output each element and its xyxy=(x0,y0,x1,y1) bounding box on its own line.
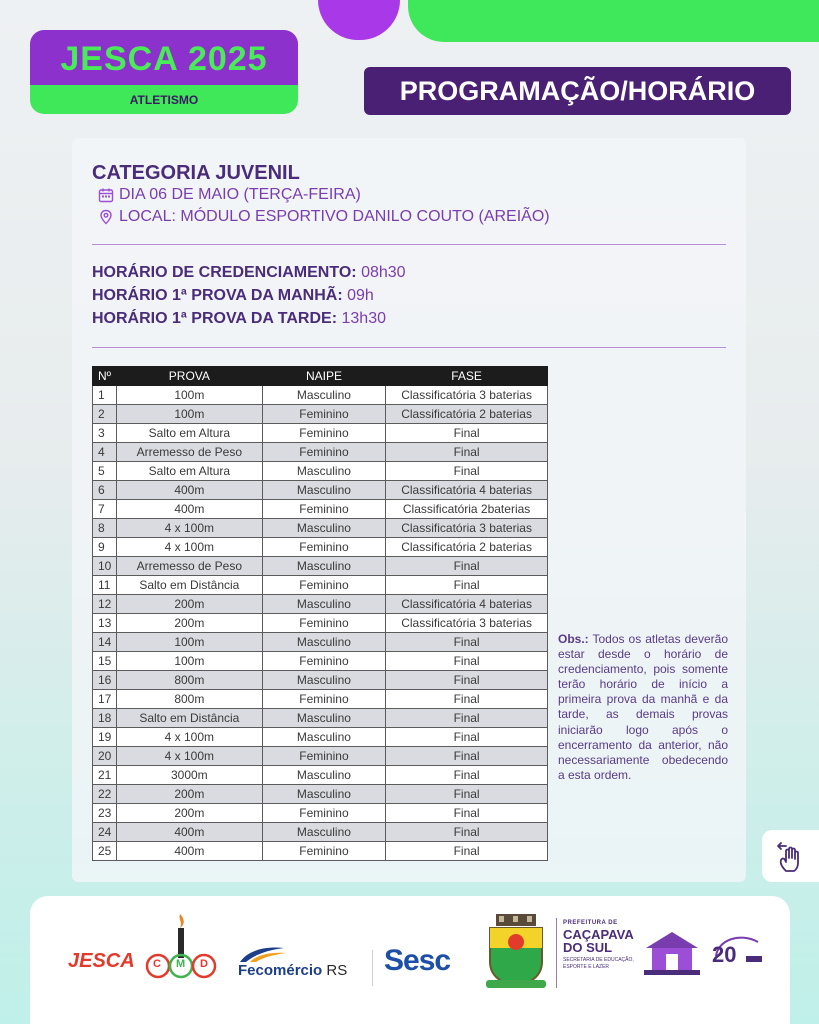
header-prova: PROVA xyxy=(116,367,262,386)
table-row xyxy=(93,500,548,519)
cmd-letter: M xyxy=(176,958,186,970)
table-row xyxy=(93,576,548,595)
cell-naipe: Feminino xyxy=(262,842,385,861)
observation-note xyxy=(558,632,728,783)
cell-number: 1 xyxy=(93,386,117,405)
cell-number: 24 xyxy=(93,823,117,842)
cell-number: 22 xyxy=(93,785,117,804)
cell-prova: 800m xyxy=(116,690,262,709)
cell-fase: Classificatória 2 baterias xyxy=(386,405,548,424)
cell-prova: 400m xyxy=(116,842,262,861)
cell-fase: Classificatória 4 baterias xyxy=(386,481,548,500)
schedule-label: HORÁRIO DE CREDENCIAMENTO: xyxy=(92,264,357,281)
cell-fase: Final xyxy=(386,785,548,804)
cell-naipe: Feminino xyxy=(262,690,385,709)
table-row xyxy=(93,405,548,424)
table-row xyxy=(93,766,548,785)
cell-number: 10 xyxy=(93,557,117,576)
cell-number: 7 xyxy=(93,500,117,519)
cell-number: 23 xyxy=(93,804,117,823)
cell-prova: 200m xyxy=(116,804,262,823)
cell-prova: 3000m xyxy=(116,766,262,785)
sesc-logo: Sesc xyxy=(384,944,451,977)
table-row xyxy=(93,443,548,462)
decor-purple-shape xyxy=(318,0,400,40)
category-title: CATEGORIA JUVENIL xyxy=(92,162,300,184)
cell-naipe: Masculino xyxy=(262,766,385,785)
schedule-credenciamento xyxy=(92,264,406,282)
cell-prova: 100m xyxy=(116,405,262,424)
cell-naipe: Masculino xyxy=(262,557,385,576)
cell-fase: Classificatória 4 baterias xyxy=(386,595,548,614)
cell-prova: 4 x 100m xyxy=(116,728,262,747)
cell-number: 2 xyxy=(93,405,117,424)
cell-prova: 400m xyxy=(116,500,262,519)
cell-naipe: Masculino xyxy=(262,728,385,747)
cell-number: 14 xyxy=(93,633,117,652)
cell-prova: Salto em Distância xyxy=(116,576,262,595)
brand-subtitle: ATLETISMO xyxy=(30,85,298,114)
cell-fase: Classificatória 3 baterias xyxy=(386,386,548,405)
cell-naipe: Masculino xyxy=(262,386,385,405)
cell-fase: Final xyxy=(386,842,548,861)
cell-naipe: Masculino xyxy=(262,519,385,538)
cell-fase: Final xyxy=(386,690,548,709)
table-row xyxy=(93,785,548,804)
event-location-text: LOCAL: MÓDULO ESPORTIVO DANILO COUTO (AREIÃO) xyxy=(119,208,550,225)
cell-prova: 200m xyxy=(116,785,262,804)
cell-fase: Final xyxy=(386,652,548,671)
header-naipe: NAIPE xyxy=(262,367,385,386)
cmd-logo xyxy=(144,912,219,982)
brand-title: JESCA 2025 xyxy=(30,30,298,85)
table-row xyxy=(93,633,548,652)
cell-fase: Final xyxy=(386,557,548,576)
prefeitura-line3: SECRETARIA DE EDUCAÇÃO, ESPORTE E LAZER xyxy=(563,957,634,970)
cell-number: 12 xyxy=(93,595,117,614)
cell-fase: Final xyxy=(386,462,548,481)
cell-number: 17 xyxy=(93,690,117,709)
schedule-label: HORÁRIO 1ª PROVA DA MANHÃ: xyxy=(92,287,343,304)
cell-prova: Salto em Altura xyxy=(116,424,262,443)
table-row xyxy=(93,481,548,500)
cell-fase: Final xyxy=(386,671,548,690)
table-row xyxy=(93,728,548,747)
table-row xyxy=(93,386,548,405)
cell-fase: Final xyxy=(386,804,548,823)
cell-naipe: Feminino xyxy=(262,405,385,424)
cell-naipe: Feminino xyxy=(262,443,385,462)
events-table-body xyxy=(93,386,548,861)
cell-naipe: Masculino xyxy=(262,671,385,690)
cell-fase: Final xyxy=(386,823,548,842)
table-row xyxy=(93,595,548,614)
observation-text: Todos os atletas deverão estar desde o horário de credenciamento, pois somente terão horário de início a primeira prova da manhã e da tarde, as demais provas iniciarão logo após o encerramento da anterior, não necessariamente obedecendo a esta ordem. xyxy=(558,632,728,782)
schedule-tarde xyxy=(92,310,386,328)
table-row xyxy=(93,557,548,576)
cell-prova: 400m xyxy=(116,823,262,842)
cell-number: 16 xyxy=(93,671,117,690)
cell-number: 3 xyxy=(93,424,117,443)
event-date xyxy=(98,186,361,204)
cell-naipe: Masculino xyxy=(262,462,385,481)
table-row xyxy=(93,519,548,538)
cell-fase: Classificatória 3 baterias xyxy=(386,614,548,633)
cell-prova: 200m xyxy=(116,595,262,614)
table-header-row xyxy=(93,367,548,386)
cell-number: 4 xyxy=(93,443,117,462)
cell-fase: Classificatória 3 baterias xyxy=(386,519,548,538)
table-row xyxy=(93,823,548,842)
cell-prova: 100m xyxy=(116,633,262,652)
cell-number: 9 xyxy=(93,538,117,557)
table-row xyxy=(93,804,548,823)
decor-green-shape xyxy=(408,0,819,42)
cell-naipe: Feminino xyxy=(262,614,385,633)
jesca-logo: JESCA xyxy=(68,950,135,972)
schedule-value: 09h xyxy=(347,287,374,304)
cell-prova: 800m xyxy=(116,671,262,690)
event-location xyxy=(98,208,550,226)
brasao-icon xyxy=(482,912,550,992)
divider xyxy=(92,244,726,245)
schedule-value: 08h30 xyxy=(361,264,406,281)
cell-number: 11 xyxy=(93,576,117,595)
cell-prova: Salto em Distância xyxy=(116,709,262,728)
fecomercio-text xyxy=(238,962,347,979)
cmd-letter: D xyxy=(200,958,208,970)
cell-naipe: Feminino xyxy=(262,652,385,671)
table-row xyxy=(93,462,548,481)
cell-number: 25 xyxy=(93,842,117,861)
cell-naipe: Masculino xyxy=(262,709,385,728)
prefeitura-logo xyxy=(563,920,638,971)
table-row xyxy=(93,842,548,861)
cell-prova: 4 x 100m xyxy=(116,538,262,557)
table-row xyxy=(93,747,548,766)
cell-fase: Classificatória 2 baterias xyxy=(386,538,548,557)
cell-prova: 100m xyxy=(116,386,262,405)
anniversary-number: 20 xyxy=(712,942,737,967)
cell-fase: Final xyxy=(386,443,548,462)
cell-naipe: Masculino xyxy=(262,633,385,652)
header-number: Nº xyxy=(93,367,117,386)
cell-number: 19 xyxy=(93,728,117,747)
observation-label: Obs.: xyxy=(558,632,589,646)
page-title: PROGRAMAÇÃO/HORÁRIO xyxy=(364,67,791,115)
schedule-manha xyxy=(92,287,374,305)
cell-fase: Final xyxy=(386,709,548,728)
cell-naipe: Feminino xyxy=(262,538,385,557)
cell-naipe: Feminino xyxy=(262,424,385,443)
table-row xyxy=(93,709,548,728)
prefeitura-line1: PREFEITURA DE xyxy=(563,920,618,926)
cell-number: 21 xyxy=(93,766,117,785)
cell-prova: Salto em Altura xyxy=(116,462,262,481)
cell-prova: 200m xyxy=(116,614,262,633)
logo-separator xyxy=(556,918,557,988)
cell-number: 20 xyxy=(93,747,117,766)
cell-fase: Final xyxy=(386,747,548,766)
anniversary-logo xyxy=(710,930,764,976)
cell-fase: Final xyxy=(386,424,548,443)
cell-number: 15 xyxy=(93,652,117,671)
cell-number: 6 xyxy=(93,481,117,500)
cell-number: 5 xyxy=(93,462,117,481)
cell-fase: Final xyxy=(386,728,548,747)
schedule-value: 13h30 xyxy=(341,310,386,327)
swipe-hint-button[interactable] xyxy=(762,830,819,882)
prefeitura-line2: CAÇAPAVA DO SUL xyxy=(563,927,634,955)
table-row xyxy=(93,424,548,443)
table-row xyxy=(93,671,548,690)
cell-fase: Final xyxy=(386,633,548,652)
cell-fase: Final xyxy=(386,766,548,785)
cell-fase: Classificatória 2baterias xyxy=(386,500,548,519)
fecomercio-name: Fecomércio xyxy=(238,962,323,979)
cell-naipe: Feminino xyxy=(262,500,385,519)
cell-prova: 4 x 100m xyxy=(116,747,262,766)
logo-separator xyxy=(372,950,373,986)
event-date-text: DIA 06 DE MAIO (TERÇA-FEIRA) xyxy=(119,186,361,203)
calendar-icon xyxy=(98,187,114,203)
cell-naipe: Masculino xyxy=(262,595,385,614)
header-fase: FASE xyxy=(386,367,548,386)
divider xyxy=(92,347,726,348)
schedule-label: HORÁRIO 1ª PROVA DA TARDE: xyxy=(92,310,338,327)
cell-naipe: Masculino xyxy=(262,481,385,500)
cell-naipe: Feminino xyxy=(262,747,385,766)
brand-badge xyxy=(30,30,298,114)
table-row xyxy=(93,614,548,633)
cmd-letter: C xyxy=(153,958,161,970)
cell-prova: Arremesso de Peso xyxy=(116,557,262,576)
cell-prova: 4 x 100m xyxy=(116,519,262,538)
table-row xyxy=(93,538,548,557)
hand-swipe-icon xyxy=(774,839,808,873)
cell-naipe: Feminino xyxy=(262,576,385,595)
cell-number: 8 xyxy=(93,519,117,538)
cell-naipe: Feminino xyxy=(262,804,385,823)
fecomercio-logo xyxy=(238,944,362,982)
fecomercio-suffix: RS xyxy=(322,962,348,979)
cell-prova: 100m xyxy=(116,652,262,671)
cell-number: 13 xyxy=(93,614,117,633)
table-row xyxy=(93,690,548,709)
events-table xyxy=(92,366,548,861)
cell-prova: Arremesso de Peso xyxy=(116,443,262,462)
cell-naipe: Masculino xyxy=(262,785,385,804)
location-pin-icon xyxy=(98,209,114,225)
cell-number: 18 xyxy=(93,709,117,728)
education-house-icon xyxy=(642,928,702,978)
cell-fase: Final xyxy=(386,576,548,595)
cell-prova: 400m xyxy=(116,481,262,500)
table-row xyxy=(93,652,548,671)
fecomercio-swoosh-icon xyxy=(238,944,288,964)
cell-naipe: Masculino xyxy=(262,823,385,842)
